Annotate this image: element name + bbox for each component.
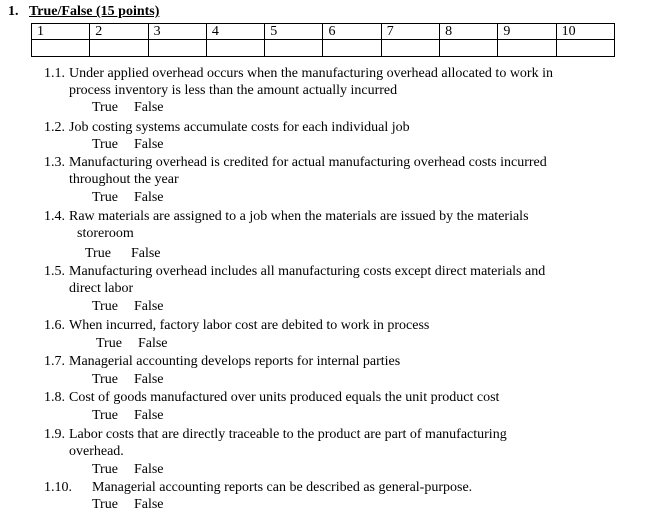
question-1-1-option-true[interactable]: True	[92, 100, 118, 115]
question-1-3-option-false[interactable]: False	[133, 190, 164, 205]
question-1-3-number: 1.3.	[44, 155, 65, 170]
question-1-9-options	[92, 461, 164, 478]
answer-cell-2[interactable]	[90, 40, 148, 57]
answer-grid-header-6: 6	[323, 24, 381, 40]
question-1-5-option-false[interactable]: False	[133, 299, 164, 314]
question-1-3-text-line-1: Manufacturing overhead is credited for actual manufacturing overhead costs incurred	[69, 155, 547, 170]
question-1-1-options	[92, 99, 164, 116]
question-1-7-number: 1.7.	[44, 354, 65, 369]
answer-grid-header-5: 5	[265, 24, 323, 40]
answer-grid-header-9: 9	[498, 24, 556, 40]
question-1-1-option-false[interactable]: False	[133, 100, 164, 115]
question-1-1-number: 1.1.	[44, 66, 65, 81]
question-1-5-options	[92, 298, 164, 315]
question-1-2-text-line-1: Job costing systems accumulate costs for each individual job	[69, 120, 410, 135]
question-1-4-text-line-2: storeroom	[77, 226, 134, 241]
question-1-4-option-true[interactable]: True	[85, 246, 111, 261]
question-1-2-options	[92, 136, 164, 153]
question-1-9-number: 1.9.	[44, 427, 65, 442]
question-1-10-options	[92, 496, 164, 513]
question-1-7-text-line-1: Managerial accounting develops reports for internal parties	[69, 354, 401, 369]
answer-cell-5[interactable]	[265, 40, 323, 57]
question-1-6-text-line-1: When incurred, factory labor cost are debited to work in process	[69, 318, 430, 333]
answer-grid-header-7: 7	[381, 24, 439, 40]
question-1-8-option-true[interactable]: True	[92, 408, 118, 423]
question-1-3-options	[92, 189, 164, 206]
question-1-9-text-line-1: Labor costs that are directly traceable to the product are part of manufacturing	[69, 427, 507, 442]
answer-cell-9[interactable]	[498, 40, 556, 57]
question-1-6-option-true[interactable]: True	[96, 336, 122, 351]
question-1-2-option-false[interactable]: False	[133, 137, 164, 152]
question-1-4-options	[85, 245, 161, 262]
question-1-9-option-true[interactable]: True	[92, 462, 118, 477]
answer-cell-1[interactable]	[32, 40, 90, 57]
question-1-7-options	[92, 371, 164, 388]
question-1-5-option-true[interactable]: True	[92, 299, 118, 314]
question-1-8-option-false[interactable]: False	[133, 408, 164, 423]
answer-grid-header-row	[32, 24, 615, 40]
answer-cell-4[interactable]	[206, 40, 264, 57]
answer-cell-10[interactable]	[556, 40, 614, 57]
answer-grid-answer-row	[32, 40, 615, 57]
question-1-10-option-false[interactable]: False	[133, 497, 164, 512]
answer-grid-header-10: 10	[556, 24, 614, 40]
question-1-9-option-false[interactable]: False	[133, 462, 164, 477]
answer-grid-header-1: 1	[32, 24, 90, 40]
question-1-6-option-false[interactable]: False	[137, 336, 168, 351]
answer-cell-6[interactable]	[323, 40, 381, 57]
question-1-1-text-line-2: process inventory is less than the amount actually incurred	[69, 83, 398, 98]
question-1-10-number: 1.10.	[44, 480, 72, 495]
question-1-2-option-true[interactable]: True	[92, 137, 118, 152]
section-title: True/False (15 points)	[29, 4, 160, 19]
question-1-8-number: 1.8.	[44, 390, 65, 405]
question-1-5-number: 1.5.	[44, 264, 65, 279]
question-1-8-text-line-1: Cost of goods manufactured over units produced equals the unit product cost	[69, 390, 500, 405]
question-1-10-option-true[interactable]: True	[92, 497, 118, 512]
question-1-9-text-line-2: overhead.	[69, 444, 124, 459]
answer-cell-7[interactable]	[381, 40, 439, 57]
section-heading	[8, 3, 159, 20]
question-1-8-options	[92, 407, 164, 424]
question-1-5-text-line-1: Manufacturing overhead includes all manufacturing costs except direct materials and	[69, 264, 546, 279]
answer-grid-header-2: 2	[90, 24, 148, 40]
question-1-4-text-line-1: Raw materials are assigned to a job when the materials are issued by the materials	[69, 209, 529, 224]
question-1-7-option-true[interactable]: True	[92, 372, 118, 387]
answer-grid	[31, 23, 615, 57]
answer-cell-8[interactable]	[440, 40, 498, 57]
question-1-6-number: 1.6.	[44, 318, 65, 333]
question-1-4-number: 1.4.	[44, 209, 65, 224]
question-1-3-text-line-2: throughout the year	[69, 172, 179, 187]
question-1-5-text-line-2: direct labor	[69, 281, 134, 296]
answer-grid-header-4: 4	[206, 24, 264, 40]
answer-cell-3[interactable]	[148, 40, 206, 57]
question-1-4-option-false[interactable]: False	[130, 246, 161, 261]
question-1-6-options	[96, 335, 168, 352]
answer-grid-header-3: 3	[148, 24, 206, 40]
question-1-3-option-true[interactable]: True	[92, 190, 118, 205]
question-1-7-option-false[interactable]: False	[133, 372, 164, 387]
answer-grid-header-8: 8	[440, 24, 498, 40]
section-number: 1.	[8, 4, 19, 19]
question-1-1-text-line-1: Under applied overhead occurs when the manufacturing overhead allocated to work in	[69, 66, 553, 81]
question-1-2-number: 1.2.	[44, 120, 65, 135]
question-1-10-text-line-1: Managerial accounting reports can be described as general-purpose.	[92, 480, 473, 495]
